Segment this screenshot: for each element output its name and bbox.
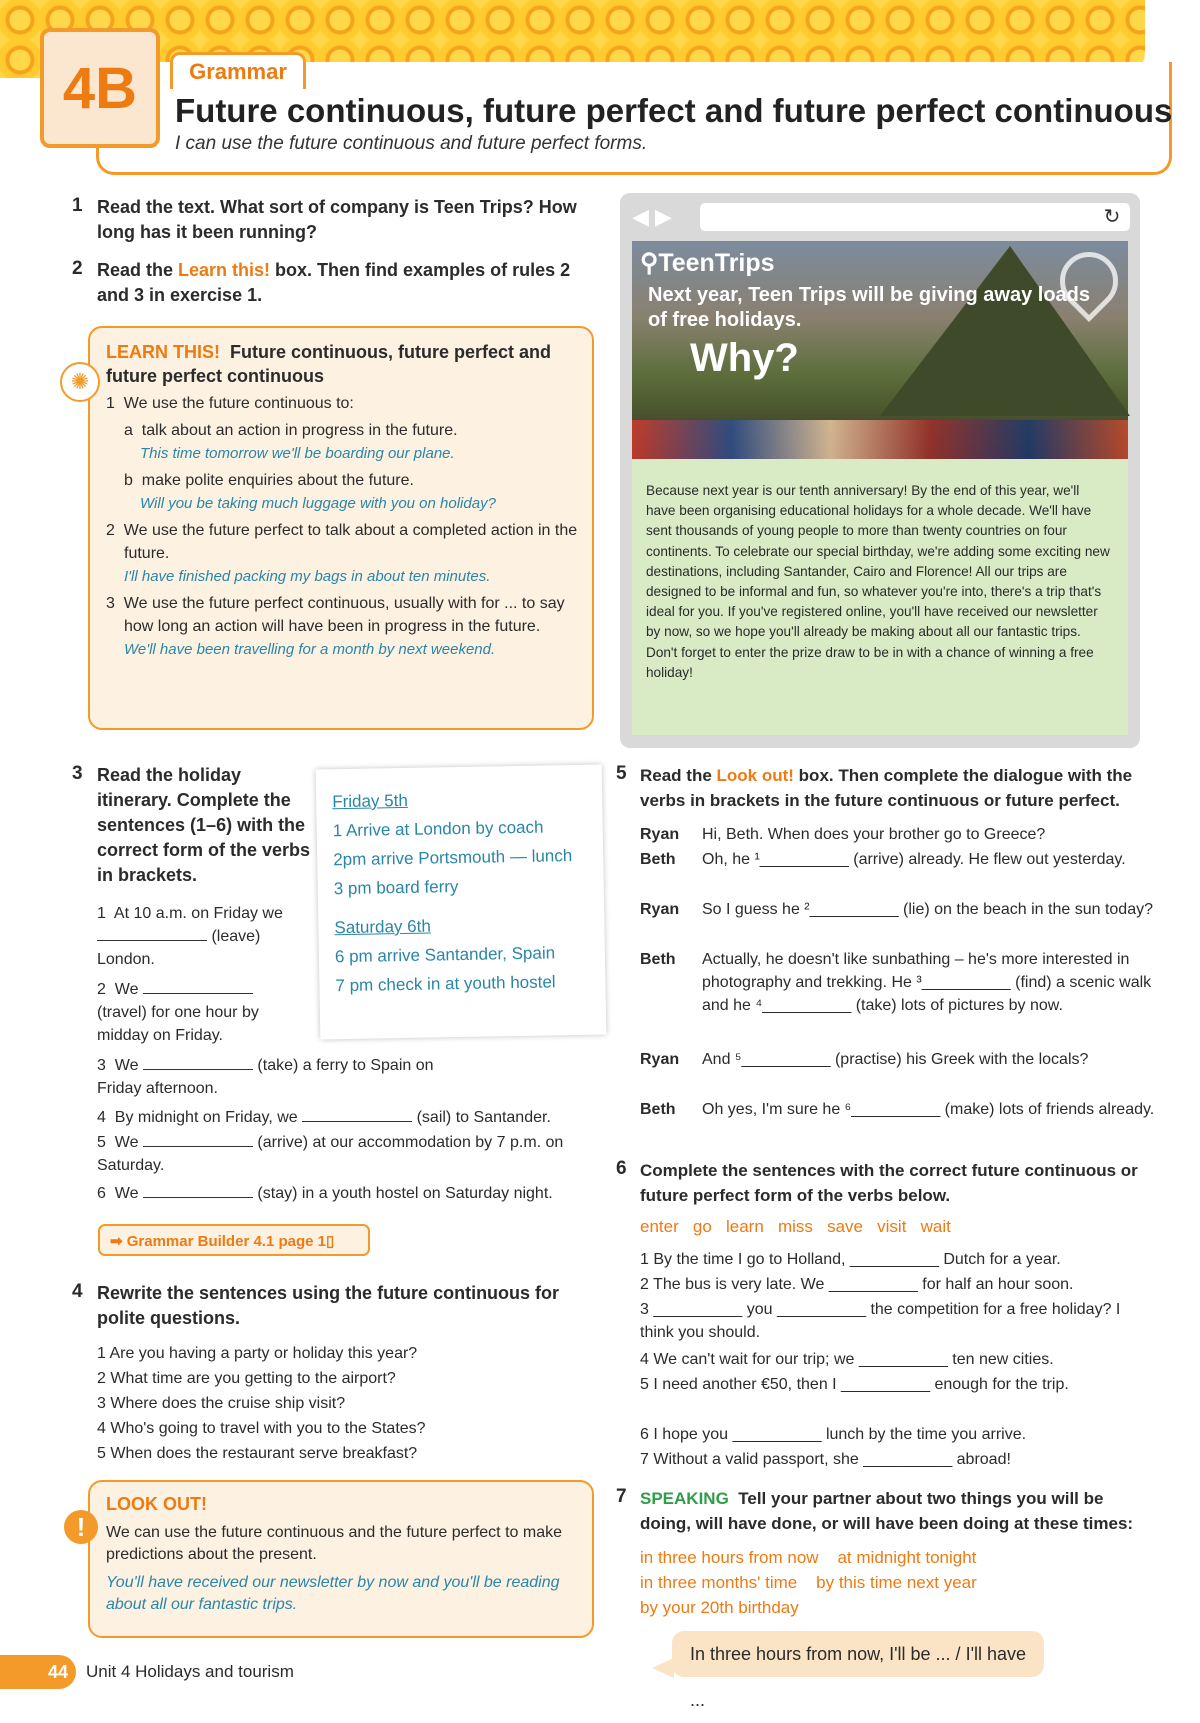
rule-1b-example: Will you be taking much luggage with you on holiday? bbox=[140, 495, 496, 512]
ex3-item-4 bbox=[97, 1106, 597, 1129]
exercise-5-text-pre: Read the bbox=[640, 766, 717, 785]
speech-bubble-tail bbox=[652, 1658, 674, 1678]
ex7-phrase-line: in three hours from now at midnight tonight bbox=[640, 1548, 977, 1567]
item-text: (sail) to Santander. bbox=[416, 1109, 551, 1126]
exercise-3-number: 3 bbox=[72, 763, 83, 784]
itinerary-day-2: Saturday 6th bbox=[334, 916, 431, 938]
exercise-2-text-pre: Read the bbox=[97, 260, 179, 280]
ex4-item: 1 Are you having a party or holiday this year? bbox=[97, 1345, 418, 1362]
pin-small-icon: ⚲ bbox=[640, 249, 659, 277]
exercise-1-instruction: Read the text. What sort of company is Teen Trips? How long has it been running? bbox=[97, 197, 577, 242]
article-text: Because next year is our tenth anniversary! By the end of this year, we'll have been organising educational holidays for a whole decade. We'll have sent thousands of young people to more than twenty countries on four continents. To celebrate our special birthday, we're adding some exciting new destinations, including Santander, Cairo and Florence! All our trips are designed to be informal and fun, so whatever you're into, there's a trip that's ideal for you. If you've registered online, you'll have received our newsletter by now, so we hope you'll already be making about all our fantastic trips. Don't forget to enter the prize draw to be in with a chance of winning a free holiday! bbox=[632, 459, 1128, 735]
item-number: 1 bbox=[97, 905, 106, 922]
dialogue-text: Hi, Beth. When does your brother go to Greece? bbox=[702, 826, 1046, 843]
speaker: Beth bbox=[640, 1101, 676, 1118]
speaker: Ryan bbox=[640, 826, 680, 843]
lightbulb-icon: ✺ bbox=[60, 362, 100, 402]
exercise-2-number: 2 bbox=[72, 258, 83, 279]
page-number: 44 bbox=[0, 1655, 76, 1689]
ex6-item: 6 I hope you __________ lunch by the time you arrive. bbox=[640, 1426, 1027, 1443]
rule-3-text: We use the future perfect continuous, usually with for ... to say how long an action will have been in progress in the future. bbox=[123, 595, 565, 635]
ex6-item: 7 Without a valid passport, she __________ abroad! bbox=[640, 1451, 1011, 1468]
ex3-item-2 bbox=[97, 978, 297, 1047]
itinerary-note bbox=[316, 765, 607, 1040]
brand-name: TeenTrips bbox=[658, 249, 775, 277]
exercise-6-number: 6 bbox=[616, 1158, 627, 1179]
look-out-box bbox=[88, 1480, 594, 1638]
ex4-item: 2 What time are you getting to the airport? bbox=[97, 1370, 396, 1387]
rule-2-example: I'll have finished packing my bags in about ten minutes. bbox=[124, 568, 491, 585]
exercise-6-instruction: Complete the sentences with the correct future continuous or future perfect form of the verbs below. bbox=[640, 1161, 1138, 1205]
answer-gap[interactable] bbox=[302, 1107, 412, 1122]
dialogue-text: And ⁵__________ (practise) his Greek with the locals? bbox=[702, 1051, 1089, 1068]
learn-this-heading bbox=[106, 340, 578, 388]
answer-gap[interactable] bbox=[143, 1055, 253, 1070]
rule-1a-example: This time tomorrow we'll be boarding our plane. bbox=[140, 445, 455, 462]
dialogue-text: Oh, he ¹__________ (arrive) already. He flew out yesterday. bbox=[702, 851, 1126, 868]
section-tab: Grammar bbox=[170, 52, 306, 89]
itinerary-item: 2pm arrive Portsmouth — lunch bbox=[333, 846, 573, 870]
ex6-item: 3 __________ you __________ the competition for a free holiday? I think you should. bbox=[640, 1301, 1121, 1341]
page-title: Future continuous, future perfect and future perfect continuous bbox=[175, 92, 1173, 129]
item-text: (arrive) at our accommodation by 7 p.m. on Saturday. bbox=[97, 1134, 564, 1174]
rule-1a-text: talk about an action in progress in the future. bbox=[141, 422, 458, 439]
rule-3-example: We'll have been travelling for a month by next weekend. bbox=[124, 641, 496, 658]
ex3-item-1 bbox=[97, 902, 297, 971]
speaker: Ryan bbox=[640, 1051, 680, 1068]
photo-why: Why? bbox=[690, 336, 799, 380]
exercise-3-instruction: Read the holiday itinerary. Complete the sentences (1–6) with the correct form of the verbs in brackets. bbox=[97, 765, 311, 885]
ex4-item: 3 Where does the cruise ship visit? bbox=[97, 1395, 346, 1412]
refresh-icon[interactable]: ↻ bbox=[1103, 206, 1121, 228]
speech-bubble: In three hours from now, I'll be ... / I'll have ... bbox=[672, 1631, 1044, 1677]
item-number: 5 bbox=[97, 1134, 106, 1151]
look-out-label: LOOK OUT! bbox=[106, 1494, 207, 1514]
back-forward-arrows-icon[interactable]: ◀ ▶ bbox=[632, 204, 672, 229]
itinerary-day-1: Friday 5th bbox=[332, 790, 408, 812]
ex6-word-bank: enter go learn miss save visit wait bbox=[640, 1217, 951, 1236]
grammar-builder-button[interactable]: ➡ Grammar Builder 4.1 page 1▯ bbox=[98, 1224, 370, 1256]
rule-1a: a talk about an action in progress in the future. This time tomorrow we'll be boarding our plane. bbox=[124, 422, 458, 462]
page-subtitle: I can use the future continuous and future perfect forms. bbox=[175, 133, 648, 154]
exercise-5-instruction bbox=[640, 763, 1140, 813]
item-text: We bbox=[114, 1057, 139, 1074]
tourists-group bbox=[632, 420, 1128, 459]
ex3-item-3 bbox=[97, 1054, 437, 1100]
ex7-phrases bbox=[640, 1545, 977, 1620]
unit-badge: 4B bbox=[40, 28, 160, 148]
address-bar[interactable] bbox=[700, 203, 1130, 231]
ex6-item: 5 I need another €50, then I __________ enough for the trip. bbox=[640, 1376, 1069, 1393]
look-out-text: We can use the future continuous and the future perfect to make predictions about the present. bbox=[106, 1524, 562, 1563]
ex3-item-5 bbox=[97, 1131, 597, 1177]
rule-1b: b make polite enquiries about the future. Will you be taking much luggage with you on holiday? bbox=[124, 472, 496, 512]
rule-2: 2 We use the future perfect to talk about a completed action in the future. I'll have finished packing my bags in about ten minutes. bbox=[106, 522, 578, 585]
exercise-7-number: 7 bbox=[616, 1486, 627, 1507]
item-text: We bbox=[114, 981, 139, 998]
ex7-phrase-line: by your 20th birthday bbox=[640, 1598, 799, 1617]
learn-this-label: LEARN THIS! bbox=[106, 342, 220, 362]
learn-this-box bbox=[88, 326, 594, 730]
item-text: (leave) London. bbox=[97, 928, 261, 968]
exercise-5-text-post: box. Then complete the dialogue with the verbs in brackets in the future continuous or future perfect. bbox=[640, 766, 1133, 810]
exercise-7-text: Tell your partner about two things you will be doing, will have done, or will have been doing at these times: bbox=[640, 1489, 1134, 1533]
item-text: At 10 a.m. on Friday we bbox=[113, 905, 283, 922]
rule-3: 3 We use the future perfect continuous, usually with for ... to say how long an action will have been in progress in the future. We'll have been travelling for a month by next weekend. bbox=[106, 595, 565, 658]
ex3-item-6 bbox=[97, 1182, 597, 1205]
learn-this-link[interactable]: Learn this! bbox=[178, 260, 271, 280]
exercise-4-number: 4 bbox=[72, 1281, 83, 1302]
speaker: Beth bbox=[640, 951, 676, 968]
exercise-5-number: 5 bbox=[616, 763, 627, 784]
itinerary-item: 1 Arrive at London by coach bbox=[332, 817, 544, 841]
item-text: (stay) in a youth hostel on Saturday night. bbox=[257, 1185, 553, 1202]
item-number: 2 bbox=[97, 981, 106, 998]
teen-trips-logo bbox=[640, 248, 775, 278]
itinerary-item: 3 pm board ferry bbox=[333, 877, 459, 899]
photo-headline: Next year, Teen Trips will be giving away loads of free holidays. bbox=[648, 284, 1091, 331]
ex4-item: 4 Who's going to travel with you to the States? bbox=[97, 1420, 426, 1437]
ex6-item: 2 The bus is very late. We __________ for half an hour soon. bbox=[640, 1276, 1074, 1293]
dialogue-text: Oh yes, I'm sure he ⁶__________ (make) lots of friends already. bbox=[702, 1101, 1155, 1118]
item-text: (take) a ferry to Spain on Friday afternoon. bbox=[97, 1057, 434, 1097]
item-number: 4 bbox=[97, 1109, 106, 1126]
item-number: 6 bbox=[97, 1185, 106, 1202]
dialogue-text: So I guess he ²__________ (lie) on the beach in the sun today? bbox=[702, 901, 1153, 918]
item-text: (travel) for one hour by midday on Friday. bbox=[97, 1004, 259, 1044]
look-out-link[interactable]: Look out! bbox=[716, 766, 794, 785]
rule-1: 1 We use the future continuous to: bbox=[106, 395, 354, 412]
answer-gap[interactable] bbox=[143, 1132, 253, 1147]
exclamation-icon: ! bbox=[64, 1510, 98, 1544]
learn-this-title: Future continuous, future perfect and future perfect continuous bbox=[106, 342, 552, 386]
item-text: By midnight on Friday, we bbox=[114, 1109, 298, 1126]
speaker: Beth bbox=[640, 851, 676, 868]
item-number: 3 bbox=[97, 1057, 106, 1074]
ex7-phrase-line: in three months' time by this time next year bbox=[640, 1573, 977, 1592]
itinerary-item: 6 pm arrive Santander, Spain bbox=[334, 943, 556, 967]
itinerary-item: 7 pm check in at youth hostel bbox=[335, 972, 556, 996]
dialogue-text: Actually, he doesn't like sunbathing – he's more interested in photography and trekking. He ³__________ (find) a scenic walk and he ⁴__________ (take) lots of pictures by now. bbox=[702, 951, 1152, 1014]
exercise-2-instruction bbox=[97, 258, 577, 308]
speaking-label: SPEAKING bbox=[640, 1489, 729, 1508]
ex6-item: 4 We can't wait for our trip; we __________ ten new cities. bbox=[640, 1351, 1054, 1368]
item-text: We bbox=[114, 1185, 139, 1202]
ex4-item: 5 When does the restaurant serve breakfast? bbox=[97, 1445, 418, 1462]
exercise-7-instruction bbox=[640, 1486, 1140, 1536]
answer-gap[interactable] bbox=[97, 926, 207, 941]
exercise-1-number: 1 bbox=[72, 195, 83, 216]
exercise-2-text-post: box. Then find examples of rules 2 and 3 in exercise 1. bbox=[97, 260, 571, 305]
footer-unit-title: Unit 4 Holidays and tourism bbox=[86, 1662, 294, 1681]
rule-1b-text: make polite enquiries about the future. bbox=[141, 472, 414, 489]
answer-gap[interactable] bbox=[143, 1183, 253, 1198]
ex6-item: 1 By the time I go to Holland, __________ Dutch for a year. bbox=[640, 1251, 1061, 1268]
item-text: We bbox=[114, 1134, 139, 1151]
rule-1-text: We use the future continuous to: bbox=[123, 395, 354, 412]
look-out-example: You'll have received our newsletter by now and you'll be reading about all our fantastic trips. bbox=[106, 1574, 560, 1613]
rule-2-text: We use the future perfect to talk about a completed action in the future. bbox=[123, 522, 578, 562]
answer-gap[interactable] bbox=[143, 979, 253, 994]
speaker: Ryan bbox=[640, 901, 680, 918]
exercise-4-instruction: Rewrite the sentences using the future continuous for polite questions. bbox=[97, 1283, 560, 1328]
